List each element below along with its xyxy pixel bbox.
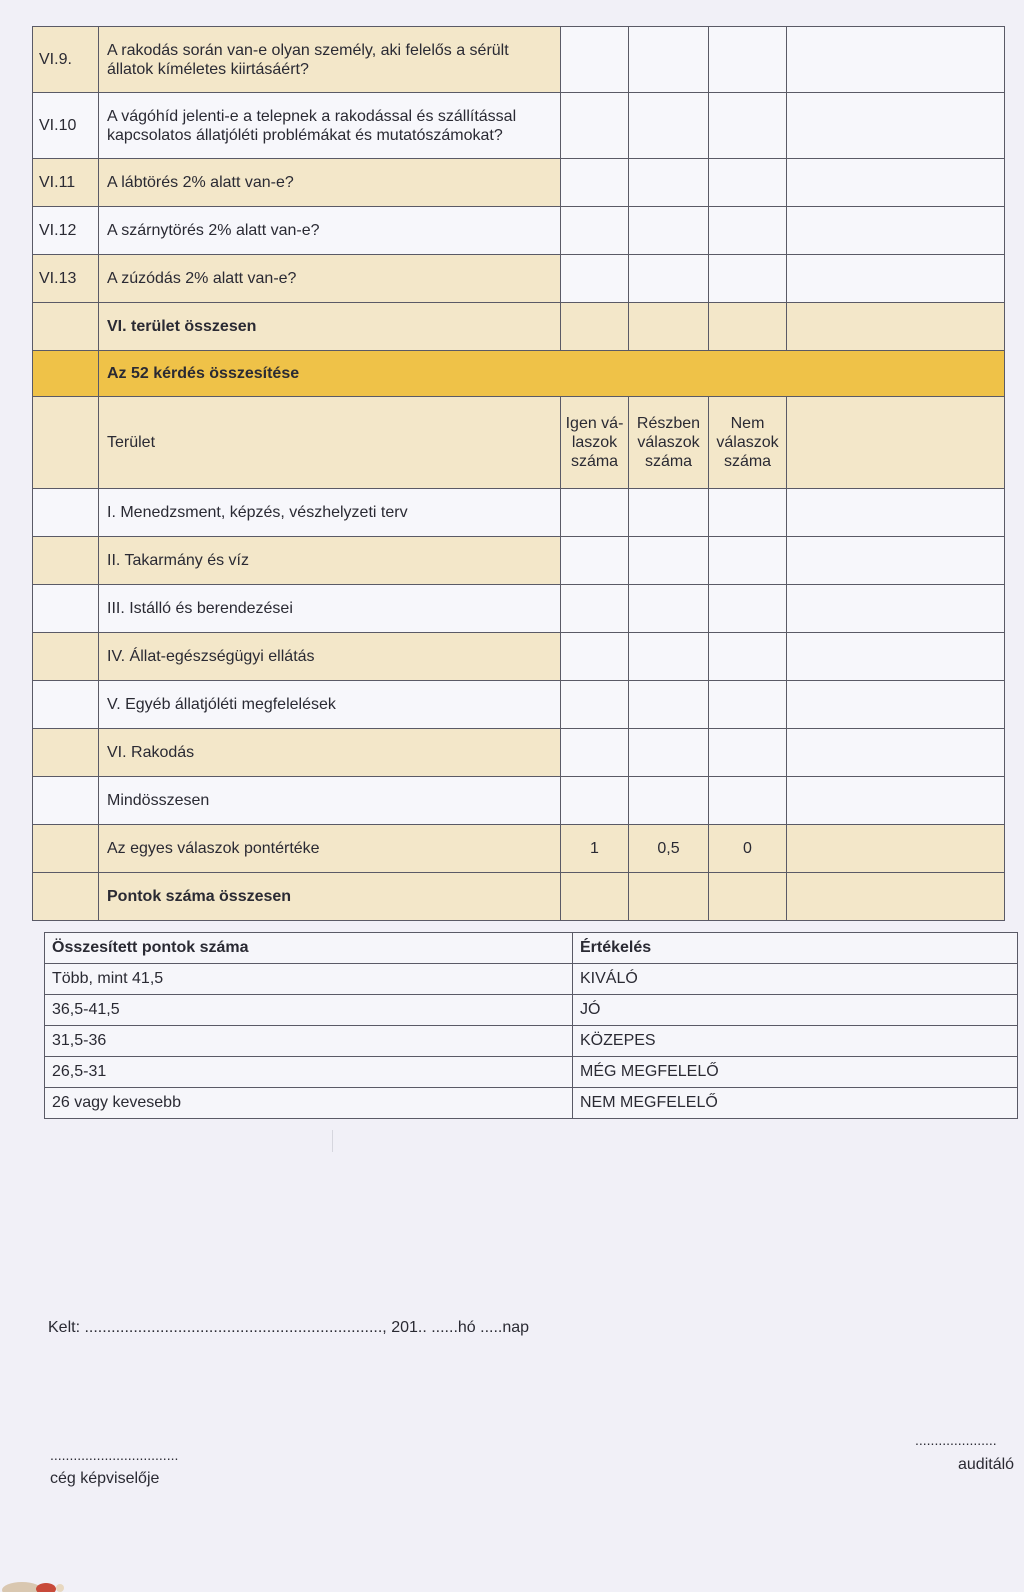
count-cell-no[interactable] xyxy=(709,489,787,537)
answer-cell-partial[interactable] xyxy=(629,255,709,303)
answer-cell-yes[interactable] xyxy=(561,27,629,93)
count-cell-partial[interactable] xyxy=(629,585,709,633)
total-points-no[interactable] xyxy=(709,873,787,921)
count-cell-no[interactable] xyxy=(709,777,787,825)
count-cell-no[interactable] xyxy=(709,681,787,729)
total-points-partial[interactable] xyxy=(629,873,709,921)
total-points-row xyxy=(33,873,1005,921)
answer-cell-no[interactable] xyxy=(709,255,787,303)
summary-row xyxy=(33,729,1005,777)
count-cell-yes[interactable] xyxy=(561,585,629,633)
area-header: Terület xyxy=(99,397,561,489)
answer-cell-yes[interactable] xyxy=(561,93,629,159)
rating-label: JÓ xyxy=(573,995,1018,1026)
area-label: V. Egyéb állatjóléti megfelelések xyxy=(99,681,561,729)
answer-cell-no[interactable] xyxy=(709,159,787,207)
evaluation-row xyxy=(45,1057,1018,1088)
answer-cell-yes[interactable] xyxy=(561,159,629,207)
total-cell-partial[interactable] xyxy=(629,303,709,351)
area-label: II. Takarmány és víz xyxy=(99,537,561,585)
points-range: 26,5-31 xyxy=(45,1057,573,1088)
checklist-row xyxy=(33,255,1005,303)
count-cell-yes[interactable] xyxy=(561,729,629,777)
rating-label: KIVÁLÓ xyxy=(573,964,1018,995)
date-line[interactable]: Kelt: ..................................................................., 201.. ......hó .....nap xyxy=(48,1319,530,1336)
yes-count-header: Igen vá-laszok száma xyxy=(561,397,629,489)
points-value-row xyxy=(33,825,1005,873)
answer-cell-yes[interactable] xyxy=(561,255,629,303)
corner-logo-icon xyxy=(0,1572,70,1592)
rating-label: MÉG MEGFELELŐ xyxy=(573,1057,1018,1088)
area-label: I. Menedzsment, képzés, vészhelyzeti terv xyxy=(99,489,561,537)
checklist-row xyxy=(33,27,1005,93)
points-range: 26 vagy kevesebb xyxy=(45,1088,573,1119)
count-cell-yes[interactable] xyxy=(561,489,629,537)
area-label: III. Istálló és berendezései xyxy=(99,585,561,633)
points-value-label: Az egyes válaszok pontértéke xyxy=(99,825,561,873)
count-cell-partial[interactable] xyxy=(629,537,709,585)
summary-header-row xyxy=(33,397,1005,489)
signature-line-right[interactable]: ..................... xyxy=(915,1432,997,1448)
answer-cell-notes[interactable] xyxy=(787,255,1005,303)
summary-title-row xyxy=(33,351,1005,397)
area-label: Mindösszesen xyxy=(99,777,561,825)
checklist-table xyxy=(32,26,1005,921)
evaluation-row xyxy=(45,995,1018,1026)
question-code: VI.10 xyxy=(33,93,99,159)
question-text: A zúzódás 2% alatt van-e? xyxy=(99,255,561,303)
evaluation-row xyxy=(45,1088,1018,1119)
total-points-yes[interactable] xyxy=(561,873,629,921)
summary-title: Az 52 kérdés összesítése xyxy=(99,351,1005,397)
question-code: VI.13 xyxy=(33,255,99,303)
answer-cell-partial[interactable] xyxy=(629,93,709,159)
rating-label: NEM MEGFELELŐ xyxy=(573,1088,1018,1119)
section-total-code xyxy=(33,303,99,351)
count-cell-no[interactable] xyxy=(709,729,787,777)
summary-row xyxy=(33,777,1005,825)
answer-cell-partial[interactable] xyxy=(629,159,709,207)
count-cell-partial[interactable] xyxy=(629,777,709,825)
answer-cell-notes[interactable] xyxy=(787,27,1005,93)
count-cell-yes[interactable] xyxy=(561,633,629,681)
checklist-row xyxy=(33,93,1005,159)
rating-header: Értékelés xyxy=(573,933,1018,964)
question-text: A lábtörés 2% alatt van-e? xyxy=(99,159,561,207)
points-partial: 0,5 xyxy=(629,825,709,873)
checklist-row xyxy=(33,159,1005,207)
count-cell-yes[interactable] xyxy=(561,681,629,729)
question-text: A vágóhíd jelenti-e a telepnek a rakodással és szállítással kapcsolatos állatjóléti problémákat és mutatószámokat? xyxy=(99,93,561,159)
area-label: IV. Állat-egészségügyi ellátás xyxy=(99,633,561,681)
total-cell-no[interactable] xyxy=(709,303,787,351)
question-code: VI.11 xyxy=(33,159,99,207)
points-range: Több, mint 41,5 xyxy=(45,964,573,995)
summary-row xyxy=(33,681,1005,729)
total-cell-yes[interactable] xyxy=(561,303,629,351)
count-cell-no[interactable] xyxy=(709,537,787,585)
count-cell-no[interactable] xyxy=(709,633,787,681)
question-code: VI.12 xyxy=(33,207,99,255)
question-text: A rakodás során van-e olyan személy, aki felelős a sérült állatok kíméletes kiirtásáért? xyxy=(99,27,561,93)
question-code: VI.9. xyxy=(33,27,99,93)
answer-cell-notes[interactable] xyxy=(787,93,1005,159)
answer-cell-partial[interactable] xyxy=(629,27,709,93)
answer-cell-notes[interactable] xyxy=(787,159,1005,207)
no-count-header: Nem válaszok száma xyxy=(709,397,787,489)
count-cell-yes[interactable] xyxy=(561,777,629,825)
count-cell-partial[interactable] xyxy=(629,633,709,681)
count-cell-no[interactable] xyxy=(709,585,787,633)
count-cell-partial[interactable] xyxy=(629,489,709,537)
section-total-label: VI. terület összesen xyxy=(99,303,561,351)
scan-mark xyxy=(332,1130,333,1152)
area-label: VI. Rakodás xyxy=(99,729,561,777)
evaluation-row xyxy=(45,964,1018,995)
evaluation-table xyxy=(44,932,1018,1119)
points-yes: 1 xyxy=(561,825,629,873)
partial-count-header: Részben válaszok száma xyxy=(629,397,709,489)
total-cell-notes[interactable] xyxy=(787,303,1005,351)
auditor-label: auditáló xyxy=(958,1456,1015,1473)
signature-line-left[interactable]: ................................. xyxy=(50,1447,179,1463)
count-cell-partial[interactable] xyxy=(629,729,709,777)
answer-cell-no[interactable] xyxy=(709,207,787,255)
points-header: Összesített pontok száma xyxy=(45,933,573,964)
question-text: A szárnytörés 2% alatt van-e? xyxy=(99,207,561,255)
answer-cell-partial[interactable] xyxy=(629,207,709,255)
answer-cell-notes[interactable] xyxy=(787,207,1005,255)
company-representative-label: cég képviselője xyxy=(50,1470,160,1487)
answer-cell-no[interactable] xyxy=(709,93,787,159)
points-range: 31,5-36 xyxy=(45,1026,573,1057)
points-range: 36,5-41,5 xyxy=(45,995,573,1026)
summary-row xyxy=(33,633,1005,681)
evaluation-header-row xyxy=(45,933,1018,964)
evaluation-row xyxy=(45,1026,1018,1057)
summary-row xyxy=(33,585,1005,633)
count-cell-yes[interactable] xyxy=(561,537,629,585)
total-points-label: Pontok száma összesen xyxy=(99,873,561,921)
count-cell-partial[interactable] xyxy=(629,681,709,729)
points-no: 0 xyxy=(709,825,787,873)
summary-row xyxy=(33,489,1005,537)
rating-label: KÖZEPES xyxy=(573,1026,1018,1057)
checklist-row xyxy=(33,207,1005,255)
summary-row xyxy=(33,537,1005,585)
section-total-row xyxy=(33,303,1005,351)
answer-cell-no[interactable] xyxy=(709,27,787,93)
answer-cell-yes[interactable] xyxy=(561,207,629,255)
